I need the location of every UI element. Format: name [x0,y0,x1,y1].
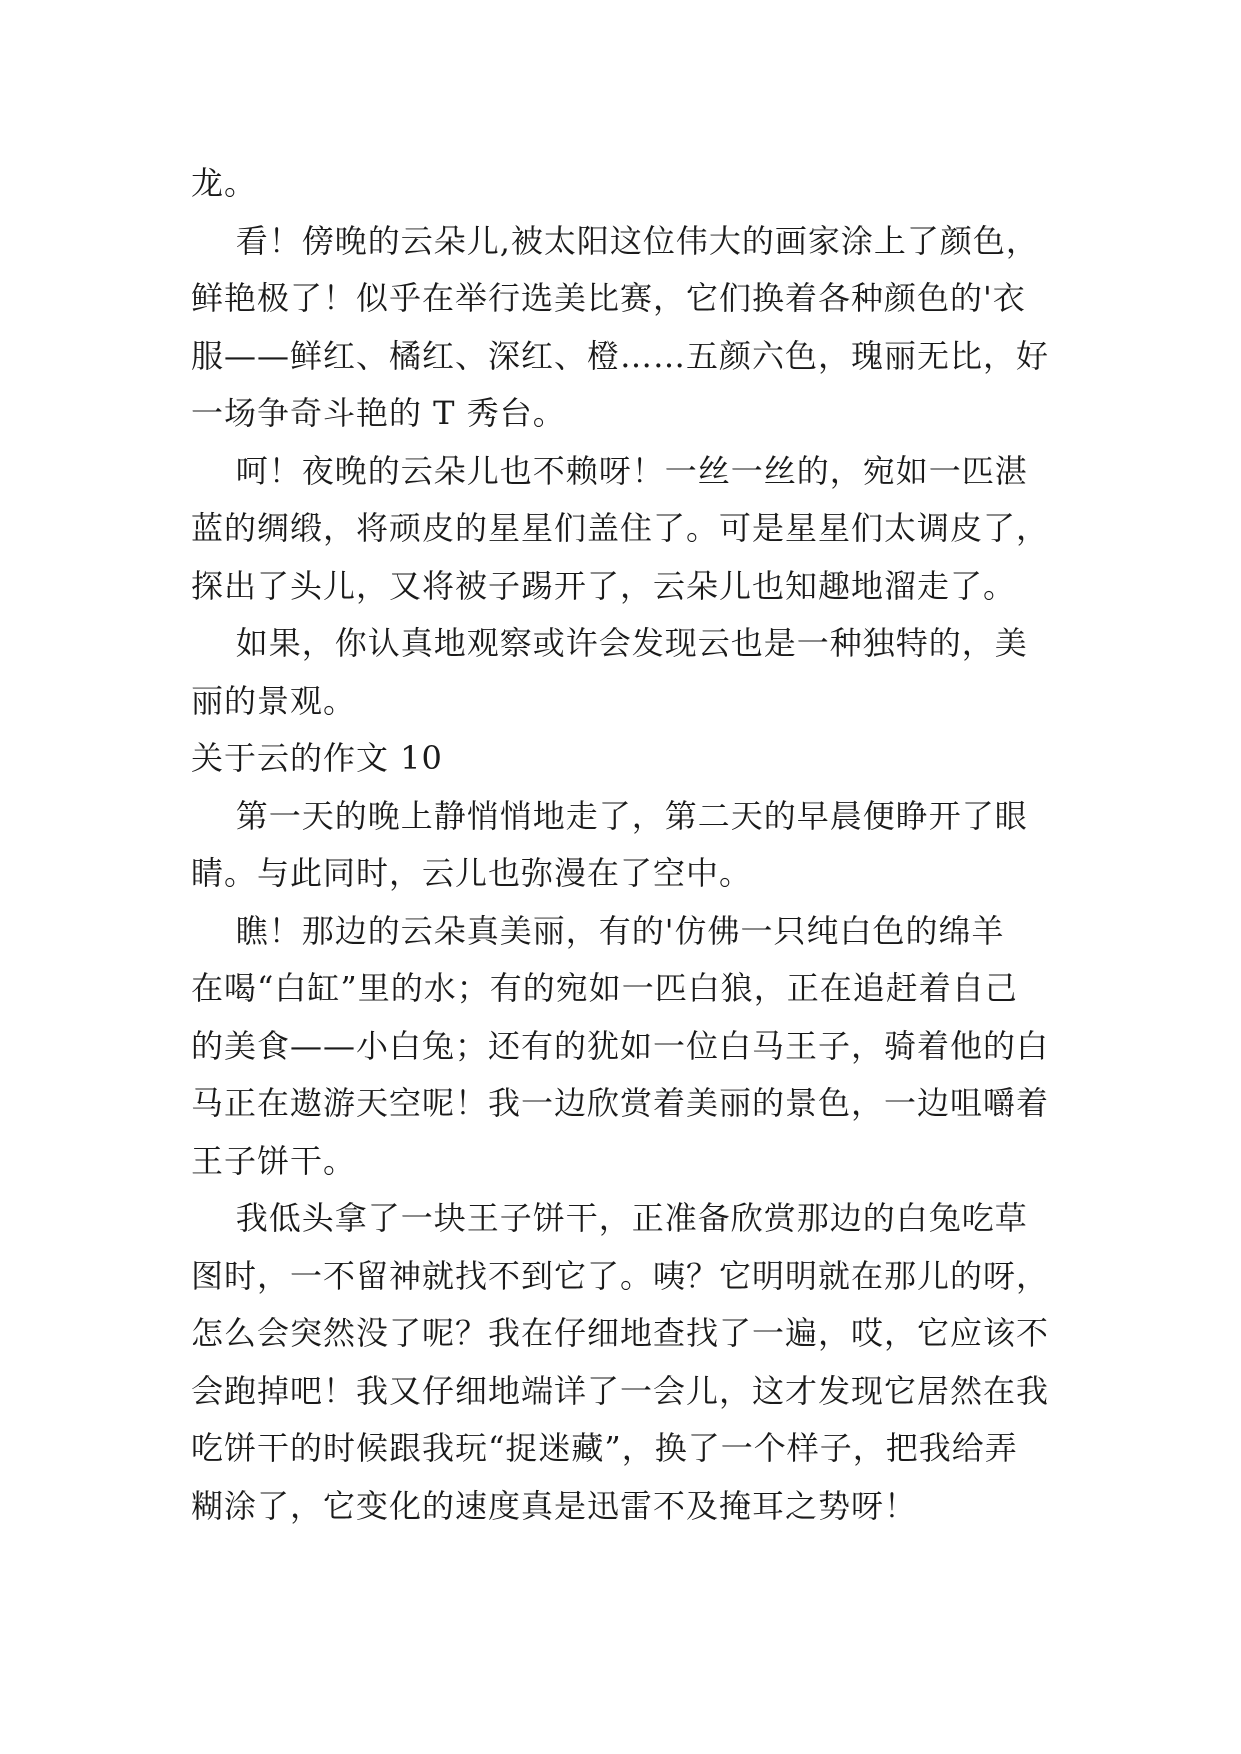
text-line: 睛。与此同时，云儿也弥漫在了空中。 [191,854,753,892]
text-line: 瞧！那边的云朵真美丽，有的'仿佛一只纯白色的绵羊 [191,911,1005,950]
text-line: 我低头拿了一块王子饼干，正准备欣赏那边的白兔吃草 [191,1199,1028,1237]
text-line: 鲜艳极了！似乎在举行选美比赛，它们换着各种颜色的'衣 [191,279,1026,317]
text-line: 图时，一不留神就找不到它了。咦？它明明就在那儿的呀， [191,1256,1050,1295]
text-line: 龙。 [191,164,258,202]
text-line: 一场争奇斗艳的 T 秀台。 [191,394,566,432]
text-line: 会跑掉吧！我又仔细地端详了一会儿，这才发现它居然在我 [191,1371,1050,1410]
text-line: 马正在遨游天空呢！我一边欣赏着美丽的景色，一边咀嚼着 [191,1084,1050,1122]
text-line: 在喝“白缸”里的水；有的宛如一匹白狼，正在追赶着自己 [191,969,1018,1007]
text-line: 丽的景观。 [191,681,357,720]
text-line: 吃饼干的时候跟我玩“捉迷藏”，换了一个样子，把我给弄 [191,1429,1018,1467]
document-page [191,155,1111,1535]
text-line: 探出了头儿，又将被子踢开了，云朵儿也知趣地溜走了。 [191,566,1017,605]
text-line: 蓝的绸缎，将顽皮的星星们盖住了。可是星星们太调皮了， [191,509,1050,547]
text-line: 的美食——小白兔；还有的犹如一位白马王子，骑着他的白 [191,1026,1050,1065]
text-line: 糊涂了，它变化的速度真是迅雷不及掩耳之势呀！ [191,1486,918,1525]
text-line: 服——鲜红、橘红、深红、橙……五颜六色，瑰丽无比，好 [191,336,1050,375]
section-heading: 关于云的作文 10 [191,739,443,777]
text-line: 怎么会突然没了呢？我在仔细地查找了一遍，哎，它应该不 [191,1314,1050,1352]
text-line: 第一天的晚上静悄悄地走了，第二天的早晨便睁开了眼 [191,796,1028,835]
text-line: 呵！夜晚的云朵儿也不赖呀！一丝一丝的，宛如一匹湛 [191,451,1028,490]
text-line: 如果，你认真地观察或许会发现云也是一种独特的，美 [191,624,1028,662]
text-line: 王子饼干。 [191,1141,357,1180]
text-line: 看！傍晚的云朵儿,被太阳这位伟大的画家涂上了颜色， [191,221,1039,260]
